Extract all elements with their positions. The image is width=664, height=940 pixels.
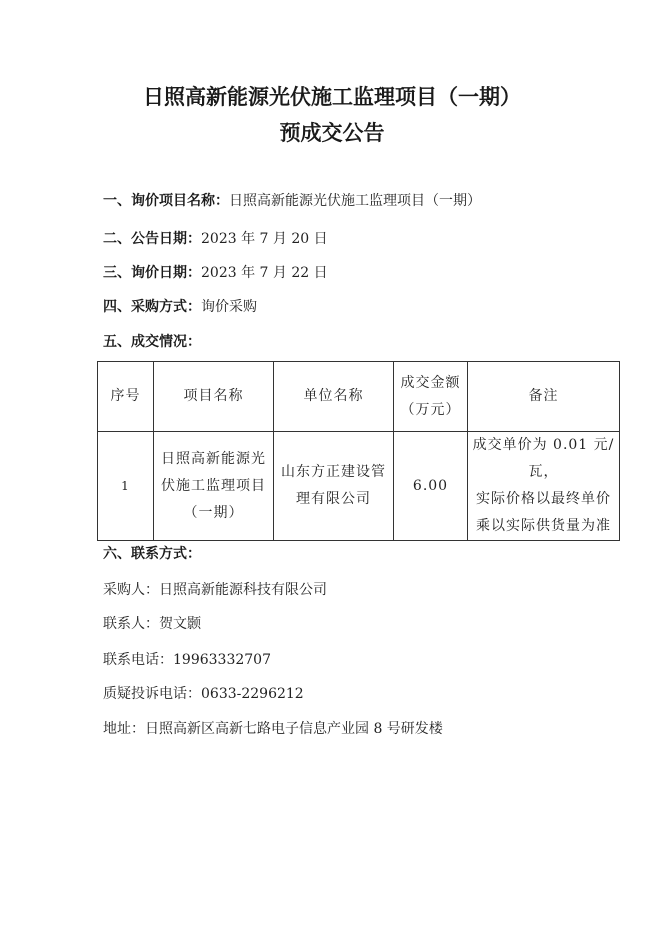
header-remark: 备注 — [468, 362, 620, 432]
cell-remark-line-3: 乘以实际供货量为准 — [476, 518, 611, 534]
header-amount-line-2: （万元） — [400, 401, 461, 418]
result-table — [97, 361, 620, 541]
header-project: 项目名称 — [154, 362, 274, 432]
cell-project-line-3: （一期） — [183, 504, 244, 521]
method-line — [103, 298, 257, 316]
buyer-line — [103, 581, 327, 599]
person-value: 贺文颢 — [159, 616, 201, 632]
complaint-line — [103, 685, 304, 703]
method-label: 四、采购方式： — [103, 299, 201, 315]
cell-unit-line-2: 理有限公司 — [296, 491, 371, 507]
complaint-value: 0633-2296212 — [201, 686, 304, 702]
table-header-row — [98, 362, 620, 432]
project-name-line — [103, 192, 481, 210]
inquiry-date-label: 三、询价日期： — [103, 265, 201, 281]
result-heading-label: 五、成交情况： — [103, 334, 201, 350]
header-amount-line-1: 成交金额 — [400, 374, 461, 391]
phone-line — [103, 651, 271, 669]
phone-value: 19963332707 — [173, 652, 271, 668]
cell-unit-line-1: 山东方正建设管 — [281, 464, 386, 480]
inquiry-date-line — [103, 264, 328, 282]
cell-remark — [468, 432, 620, 541]
announce-date-line — [103, 230, 328, 248]
cell-remark-line-1: 成交单价为 0.01 元/瓦， — [472, 437, 615, 480]
title-line-2: 预成交公告 — [279, 120, 385, 145]
address-value: 日照高新区高新七路电子信息产业园 8 号研发楼 — [145, 721, 443, 737]
header-unit: 单位名称 — [274, 362, 394, 432]
phone-label: 联系电话： — [103, 652, 173, 668]
contact-heading-line — [103, 545, 201, 563]
cell-seq: 1 — [98, 432, 154, 541]
header-amount — [394, 362, 468, 432]
cell-unit — [274, 432, 394, 541]
contact-heading-label: 六、联系方式： — [103, 546, 201, 562]
complaint-label: 质疑投诉电话： — [103, 686, 201, 702]
announce-date-value: 2023 年 7 月 20 日 — [201, 231, 328, 247]
table-row — [98, 432, 620, 541]
cell-project — [154, 432, 274, 541]
announce-date-label: 二、公告日期： — [103, 231, 201, 247]
buyer-label: 采购人： — [103, 582, 159, 598]
cell-amount: 6.00 — [394, 432, 468, 541]
inquiry-date-value: 2023 年 7 月 22 日 — [201, 265, 328, 281]
buyer-value: 日照高新能源科技有限公司 — [159, 582, 327, 598]
address-label: 地址： — [103, 721, 145, 737]
method-value: 询价采购 — [201, 299, 257, 315]
cell-project-line-1: 日照高新能源光 — [161, 450, 266, 467]
person-line — [103, 615, 201, 633]
cell-project-line-2: 伏施工监理项目 — [161, 477, 266, 494]
project-name-label: 一、询价项目名称： — [103, 193, 229, 209]
result-heading-line — [103, 333, 201, 351]
person-label: 联系人： — [103, 616, 159, 632]
header-seq: 序号 — [98, 362, 154, 432]
cell-remark-line-2: 实际价格以最终单价 — [476, 491, 611, 507]
project-name-value: 日照高新能源光伏施工监理项目（一期） — [229, 193, 481, 209]
address-line — [103, 720, 443, 738]
title-line-1: 日照高新能源光伏施工监理项目（一期） — [143, 84, 521, 109]
